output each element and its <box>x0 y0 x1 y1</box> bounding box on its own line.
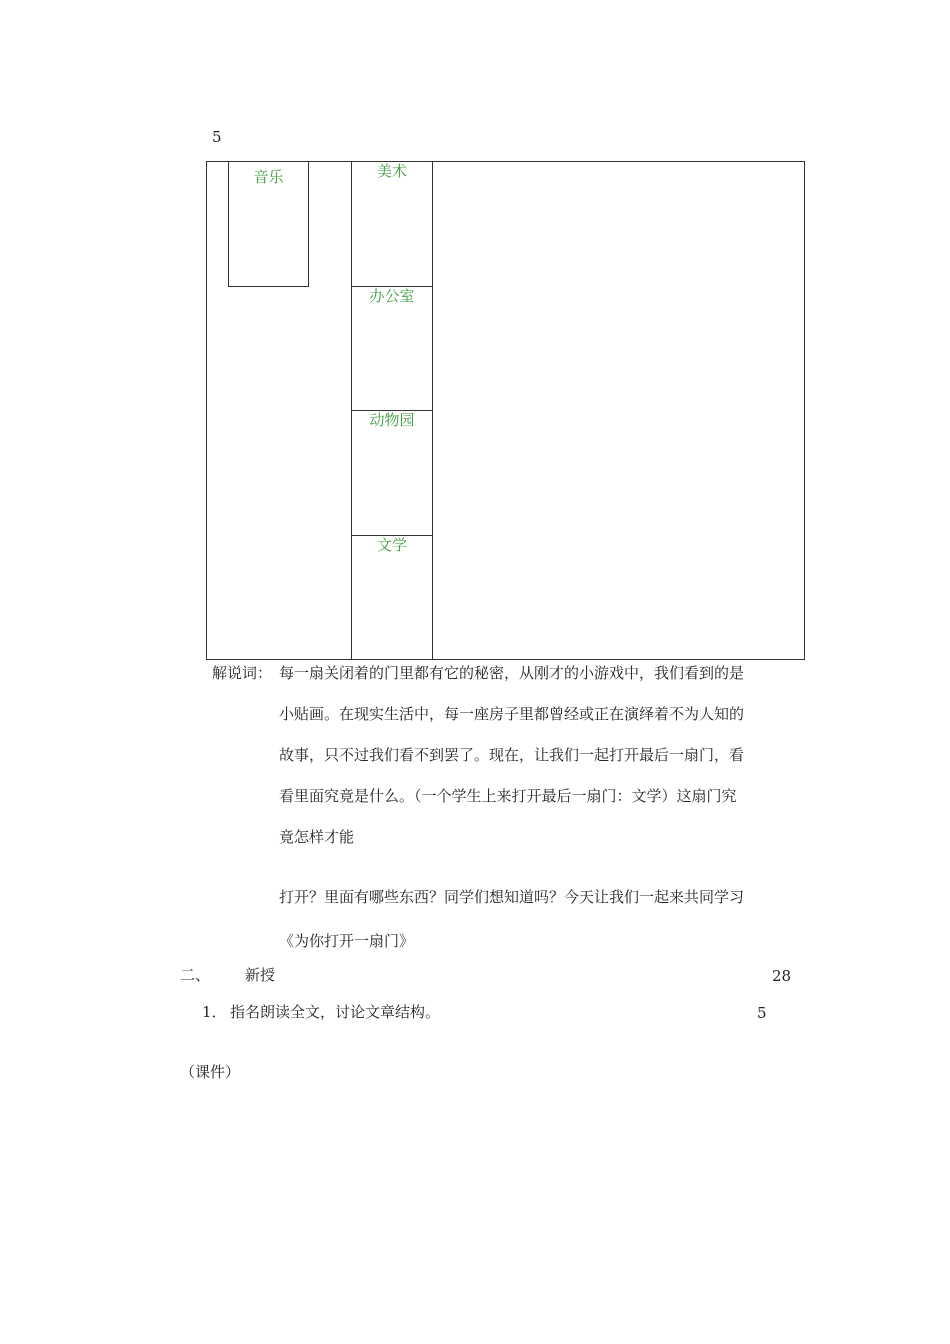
narration-line: 每一扇关闭着的门里都有它的秘密，从刚才的小游戏中，我们看到的是 <box>279 664 745 682</box>
item-text: 指名朗读全文，讨论文章结构。 <box>230 1003 441 1021</box>
door-column <box>351 161 433 660</box>
item-time: 5 <box>757 1004 767 1022</box>
music-label: 音乐 <box>253 168 284 186</box>
door-art-label: 美术 <box>376 162 407 180</box>
narration-line: 竟怎样才能 <box>279 828 355 846</box>
door-zoo-label: 动物园 <box>369 411 415 429</box>
door-literature-label: 文学 <box>376 536 407 554</box>
music-box <box>228 161 309 287</box>
section-title: 新授 <box>245 966 276 984</box>
courseware-note: （课件） <box>180 1063 241 1081</box>
narration-line: 故事，只不过我们看不到罢了。现在，让我们一起打开最后一扇门，看 <box>279 746 745 764</box>
door-office <box>351 286 433 410</box>
door-literature <box>351 535 433 660</box>
narration-line: 看里面究竟是什么。（一个学生上来打开最后一扇门：文学）这扇门究 <box>279 787 737 805</box>
time-number-top: 5 <box>212 128 222 146</box>
door-art <box>351 161 433 286</box>
narration-line: 《为你打开一扇门》 <box>279 932 415 950</box>
section-time: 28 <box>772 967 792 985</box>
narration-line: 打开？里面有哪些东西？同学们想知道吗？今天让我们一起来共同学习 <box>279 888 745 906</box>
narration-label: 解说词： <box>212 664 273 682</box>
door-zoo <box>351 410 433 535</box>
door-office-label: 办公室 <box>369 287 415 305</box>
item-number: 1． <box>202 1003 227 1021</box>
section-number: 二、 <box>180 966 211 984</box>
narration-line: 小贴画。在现实生活中，每一座房子里都曾经或正在演绎着不为人知的 <box>279 705 745 723</box>
